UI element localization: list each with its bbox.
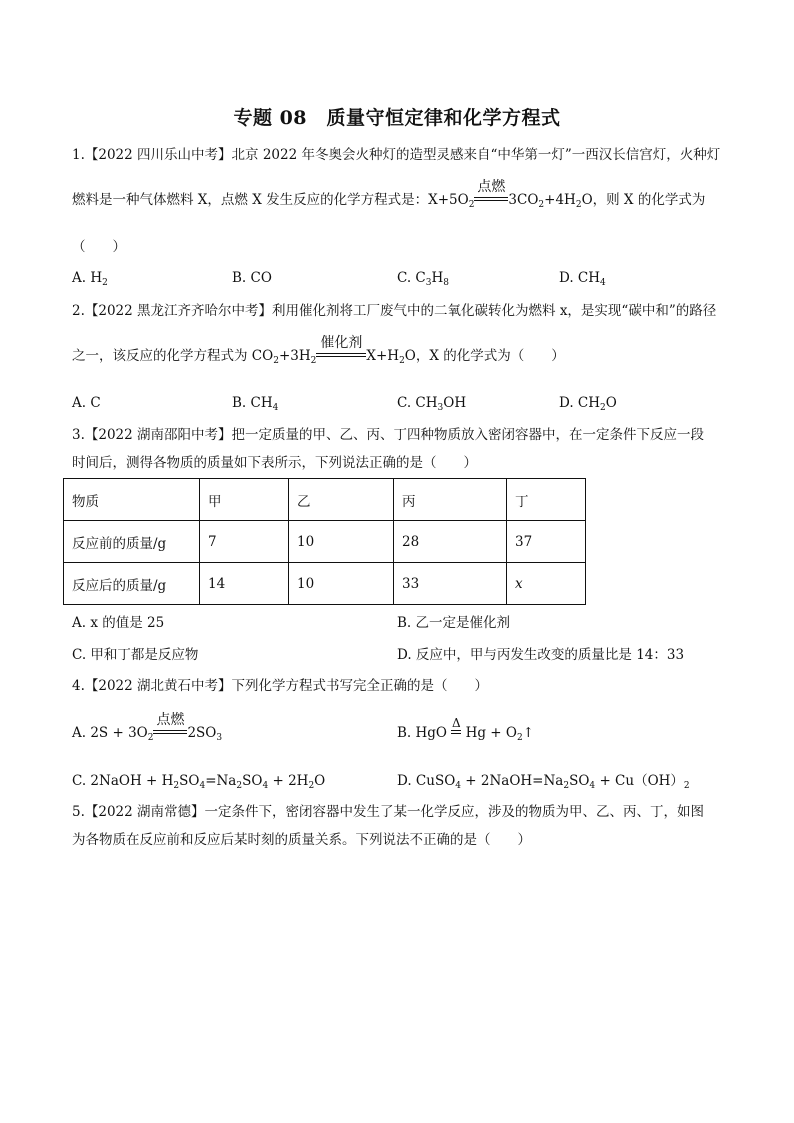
table-cell: 丁	[507, 479, 586, 521]
table-cell: 物质	[64, 479, 200, 521]
q4-option-d: D. CuSO$_4$ + $2NaOH=Na_2SO_4 + Cu(OH)_2$	[397, 773, 690, 791]
q1-option-b: B. CO	[232, 270, 272, 286]
table-cell: 甲	[200, 479, 289, 521]
table-cell: 10	[289, 563, 394, 605]
q3-line1: 3.【2022 湖南邵阳中考】把一定质量的甲、乙、丙、丁四种物质放入密闭容器中，在一定条件下反应一段	[72, 427, 705, 443]
table-cell: 28	[394, 521, 507, 563]
table-cell: 37	[507, 521, 586, 563]
q4-option-c: C. 2NaOH + $H_2SO_4=Na_2SO_4 + 2H_2O$	[72, 773, 326, 791]
table-cell: 反应后的质量/g	[64, 563, 200, 605]
table-cell: 反应前的质量/g	[64, 521, 200, 563]
table-row	[64, 479, 586, 521]
q2-option-b: B. $CH_4$	[232, 395, 279, 413]
table-cell: 乙	[289, 479, 394, 521]
table-cell: x	[507, 563, 586, 605]
q1-option-c: C. $C_3H_8$	[397, 270, 450, 288]
q4-option-b: B. HgO Δ $Hg + O_2↑$	[397, 716, 535, 743]
q5-line2: 为各物质在反应前和反应后某时刻的质量关系。下列说法不正确的是（ ）	[72, 832, 531, 848]
table-row	[64, 563, 586, 605]
q1-line2: 燃料是一种气体燃料 X，点燃 X 发生反应的化学方程式是：$X+5O_2$ 点燃 $3CO_2+4H_2O$，则 X 的化学式为	[72, 179, 706, 210]
table-cell: 14	[200, 563, 289, 605]
table-cell: 7	[200, 521, 289, 563]
mass-table	[63, 478, 586, 605]
q2-option-a: A. C	[72, 395, 101, 411]
q2-line2: 之一，该反应的化学方程式为 $CO_2+3H_2$ 催化剂 $X+H_2O$，X 的化学式为（ ）	[72, 335, 565, 366]
table-cell: 10	[289, 521, 394, 563]
q4-option-a: A. $2S + 3O_2$ 点燃 $2SO_3$	[72, 712, 223, 743]
q2-option-d: D. $CH_2O$	[559, 395, 617, 413]
q1-option-a: A. $H_2$	[72, 270, 108, 288]
q3-option-b: B. 乙一定是催化剂	[397, 615, 511, 631]
q3-option-c: C. 甲和丁都是反应物	[72, 647, 199, 663]
reaction-condition-arrow: 催化剂	[316, 346, 366, 366]
q1-line1: 1.【2022 四川乐山中考】北京 2022 年冬奥会火种灯的造型灵感来自“中华第一灯”一西汉长信宫灯，火种灯	[72, 147, 721, 163]
reaction-condition-arrow: 点燃	[474, 190, 508, 210]
q3-option-a: A. x 的值是 25	[72, 615, 165, 631]
q1-option-d: D. $CH_4$	[559, 270, 606, 288]
table-cell: 丙	[394, 479, 507, 521]
q2-option-c: C. $CH_3OH$	[397, 395, 467, 413]
q1-answer-blank: （ ）	[72, 239, 126, 255]
table-row	[64, 521, 586, 563]
q5-line1: 5.【2022 湖南常德】一定条件下，密闭容器中发生了某一化学反应，涉及的物质为甲、乙、丙、丁，如图	[72, 804, 705, 820]
q2-line1: 2.【2022 黑龙江齐齐哈尔中考】利用催化剂将工厂废气中的二氧化碳转化为燃料 x，是实现“碳中和”的路径	[72, 303, 717, 319]
page-title: 专题 08 质量守恒定律和化学方程式	[233, 107, 561, 129]
q3-option-d: D. 反应中，甲与丙发生改变的质量比是 14：33	[397, 647, 685, 663]
reaction-condition-arrow: 点燃	[153, 723, 187, 743]
reaction-condition-arrow: Δ	[451, 723, 461, 743]
table-cell: 33	[394, 563, 507, 605]
q4-line1: 4.【2022 湖北黄石中考】下列化学方程式书写完全正确的是（ ）	[72, 678, 489, 694]
q3-line2: 时间后，测得各物质的质量如下表所示，下列说法正确的是（ ）	[72, 455, 477, 471]
